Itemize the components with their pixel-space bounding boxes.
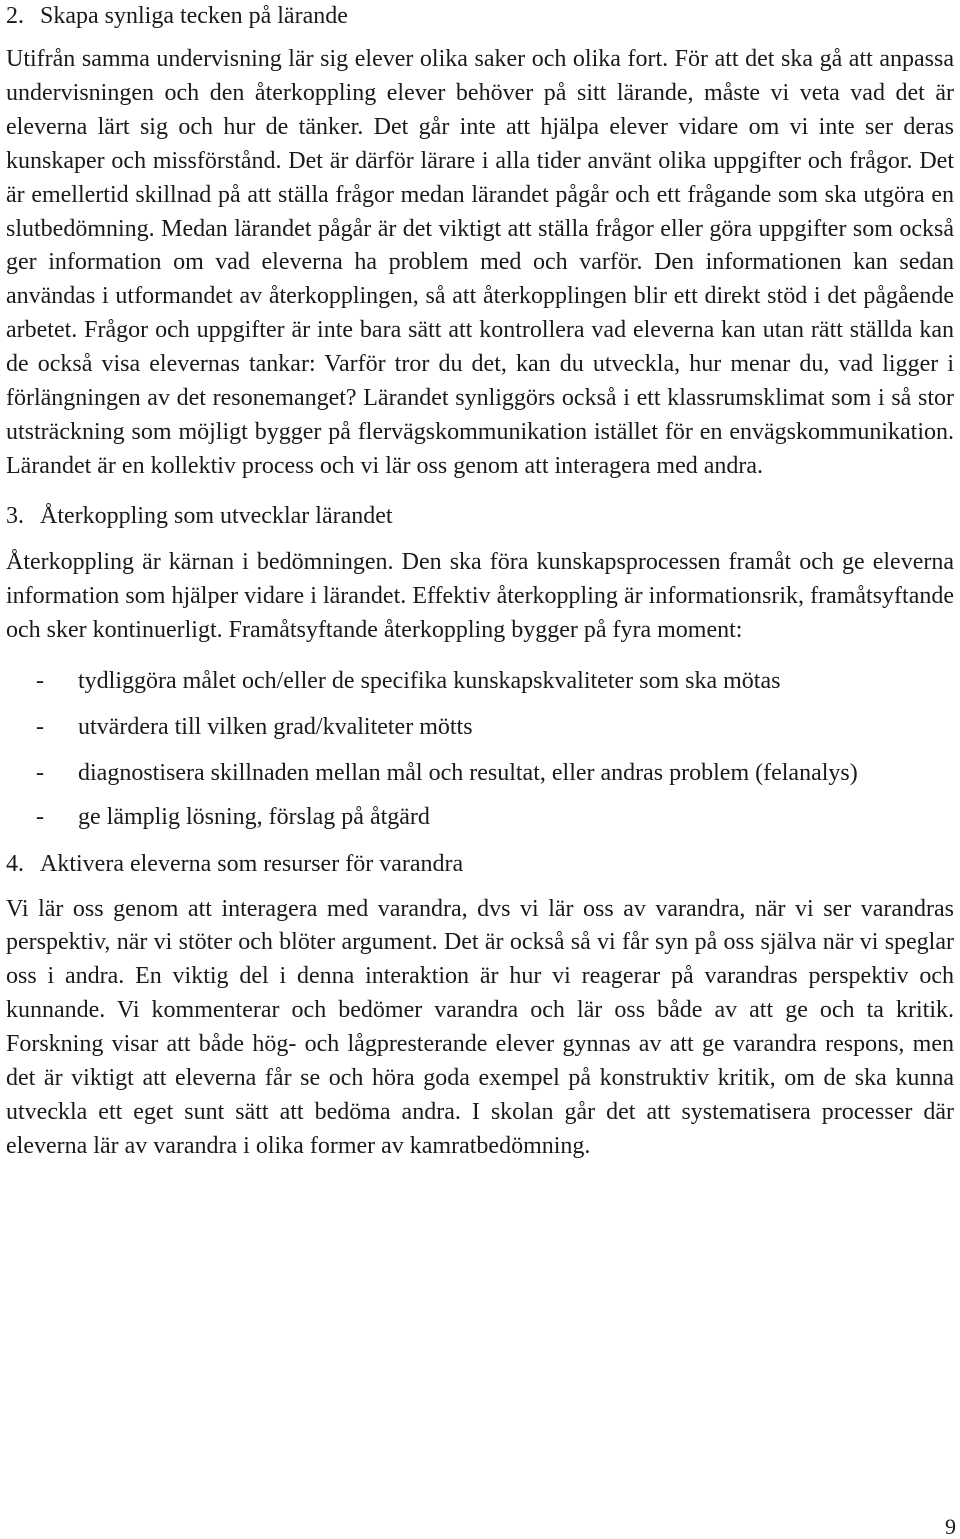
page-number: 9	[945, 1514, 956, 1539]
list-item	[6, 800, 954, 834]
section-4-title: Aktivera eleverna som resurser för varandra	[40, 850, 464, 877]
section-3-title: Återkoppling som utvecklar lärandet	[40, 502, 393, 529]
list-item-text: ge lämplig lösning, förslag på åtgärd	[78, 803, 430, 830]
list-item	[6, 710, 954, 744]
section-2-heading	[6, 2, 954, 30]
section-3-paragraph: Återkoppling är kärnan i bedömningen. Den ska föra kunskapsprocessen framåt och ge eleverna information som hjälper vidare i lärandet. Effektiv återkoppling är informationsrik, framåtsyftande och sker kontinuerligt. Framåtsyftande återkoppling bygger på fyra moment:	[6, 548, 954, 643]
section-2-paragraph: Utifrån samma undervisning lär sig elever olika saker och olika fort. För att det ska gå att anpassa undervisningen och den återkoppling elever behöver på sitt lärande, måste vi veta vad det är eleverna lärt sig och hur de tänker. Det går inte att hjälpa elever vidare om vi inte ser deras kunskaper och missförstånd. Det är därför lärare i alla tider använt olika uppgifter och frågor. Det är emellertid skillnad på att ställa frågor medan lärandet pågår och ett frågande som ska utgöra en slutbedömning. Medan lärandet pågår är det viktigt att ställa frågor eller göra uppgifter som också ger information om vad eleverna ha problem med och varför. Den informationen kan sedan användas i utformandet av återkopplingen, så att återkopplingen blir ett direkt stöd i det pågående arbetet. Frågor och uppgifter är inte bara sätt att kontrollera vad eleverna kan utan rätt ställda kan de också visa elevernas tankar: Varför tror du det, kan du utveckla, hur menar du, vad ligger i förlängningen av det resonemanget? Lärandet synliggörs också i ett klassrumsklimat som i så stor utsträckning som möjligt bygger på flervägskommunikation istället för en envägskommunikation. Lärandet är en kollektiv process och vi lär oss genom att interagera med andra.	[6, 46, 954, 479]
list-item	[6, 756, 954, 790]
section-2-number: 2.	[6, 3, 24, 29]
list-item-text: diagnostisera skillnaden mellan mål och resultat, eller andras problem (felanalys)	[78, 759, 858, 786]
section-4-heading	[6, 850, 954, 878]
list-item-text: tydliggöra målet och/eller de specifika kunskapskvaliteter som ska mötas	[78, 667, 781, 694]
section-4-paragraph: Vi lär oss genom att interagera med varandra, dvs vi lär oss av varandra, när vi ser varandras perspektiv, när vi stöter och blöter argument. Det är också så vi får syn på oss själva när vi speglar oss i andra. En viktig del i denna interaktion är hur vi reagerar på varandras perspektiv och kunnande. Vi kommenterar och bedömer varandra och lär oss både av att ge och ta kritik. Forskning visar att både hög- och lågpresterande elever gynnas av att ge varandra respons, men det är viktigt att eleverna får se och höra goda exempel på konstruktiv kritik, om de ska kunna utveckla ett eget sunt sätt att bedöma andra. I skolan går det att systematisera processer där eleverna lär av varandra i olika former av kamratbedömning.	[6, 895, 954, 1159]
list-item-text: utvärdera till vilken grad/kvaliteter mötts	[78, 713, 473, 740]
document-page	[6, 0, 954, 1164]
feedback-steps-list	[6, 664, 954, 834]
list-dash: -	[36, 667, 44, 694]
section-3-heading	[6, 502, 954, 530]
list-dash: -	[36, 759, 44, 786]
list-dash: -	[36, 713, 44, 740]
section-3-number: 3.	[6, 502, 24, 529]
section-2-title: Skapa synliga tecken på lärande	[40, 3, 348, 29]
list-item	[6, 664, 954, 698]
list-dash: -	[36, 803, 44, 830]
section-4-number: 4.	[6, 850, 24, 877]
